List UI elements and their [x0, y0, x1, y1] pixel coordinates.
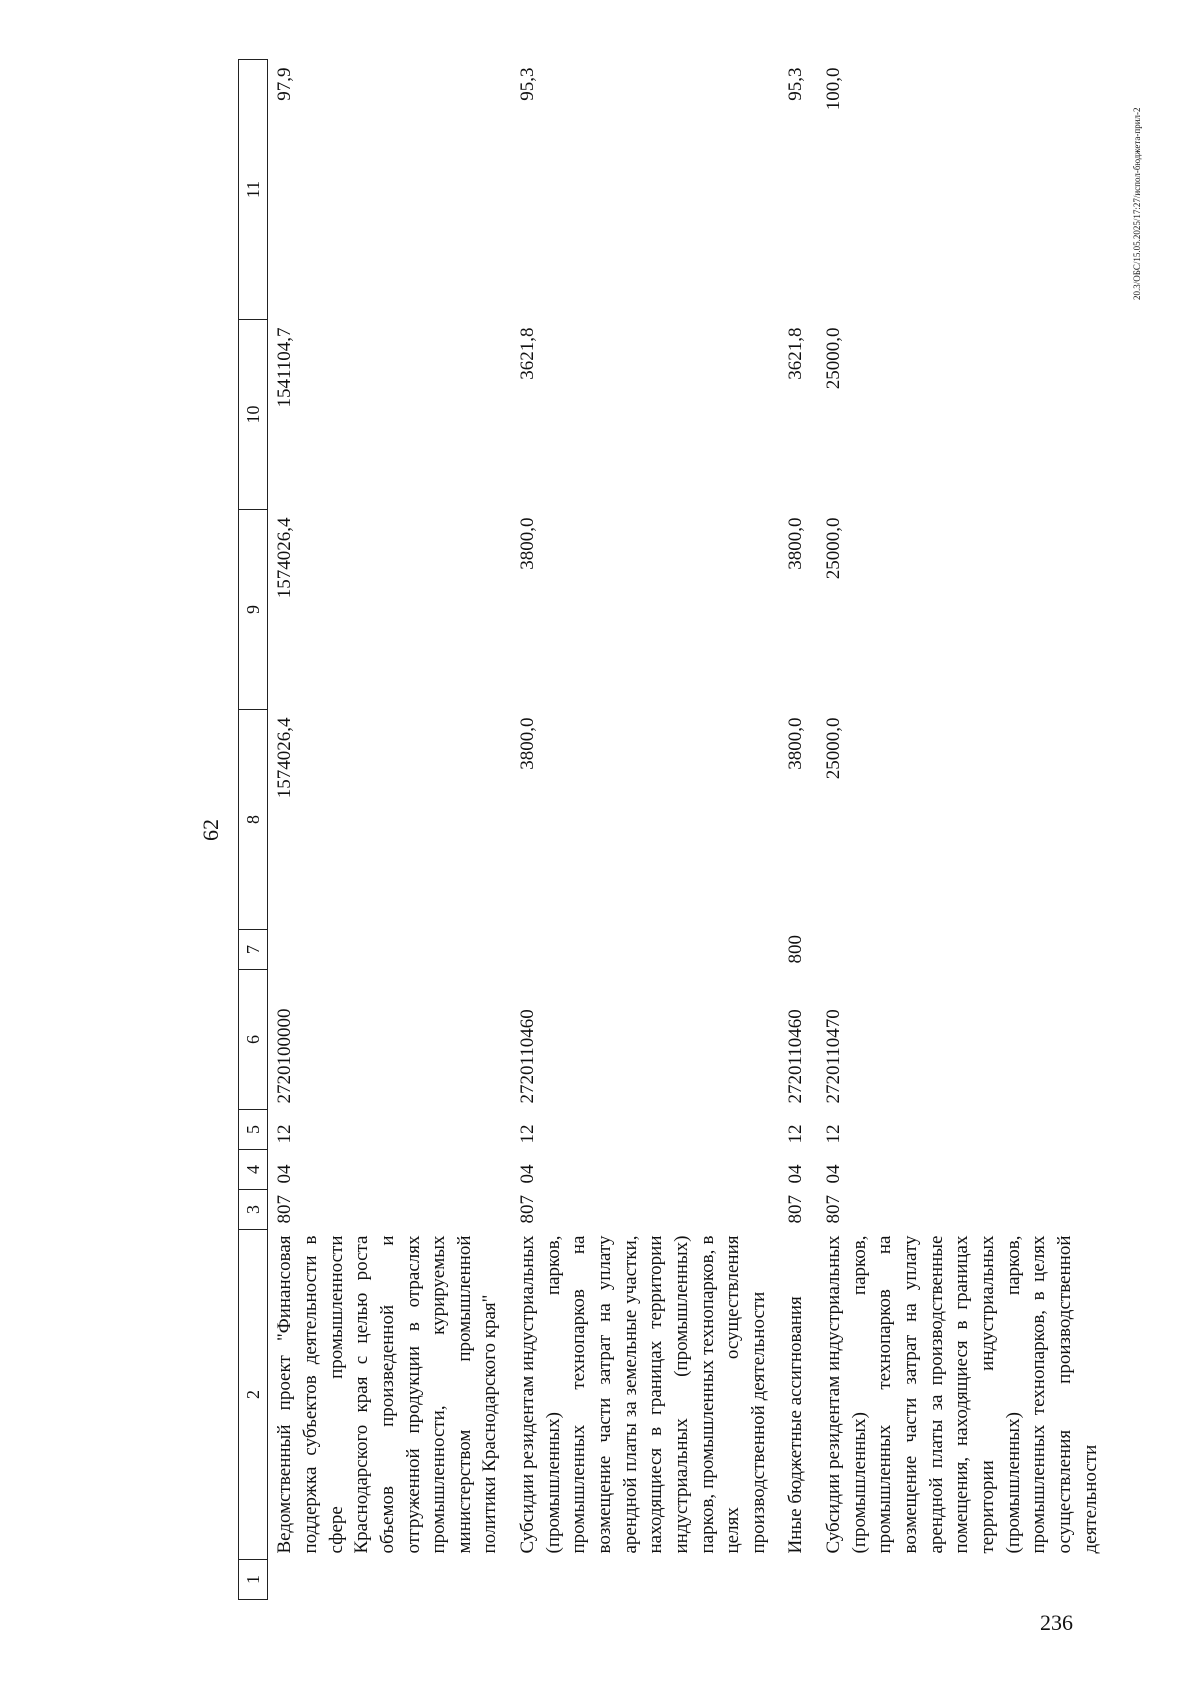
pr-code: 12	[274, 1124, 296, 1144]
row-name: Субсидии резидентам индустриальных (промышленных) парков, промышленных технопарков на возмещение части затрат на уплату арендной платы за производственные помещения, находящиеся в границах территории индустриальных (промышленных) парков, промышленных технопарков, в целях осуществления производственной деятельности	[823, 1235, 1101, 1554]
footer-code: 20.3/ОБС/15.05.2025/17:27/испол-бюджета-прил-2	[1132, 107, 1142, 300]
rz-code: 04	[517, 1164, 539, 1184]
rz-code: 04	[274, 1164, 296, 1184]
csr-code: 2720110470	[823, 1009, 845, 1104]
col10-value: 1541104,7	[274, 327, 296, 408]
col9-value: 3800,0	[785, 517, 807, 570]
ved-code: 807	[785, 1195, 807, 1224]
rz-code: 04	[785, 1164, 807, 1184]
budget-table	[238, 59, 1103, 1600]
vr-code	[515, 930, 771, 970]
vr-code	[268, 930, 503, 970]
vr-code: 800	[785, 935, 807, 964]
col8-value: 3800,0	[785, 717, 807, 770]
row-name: Субсидии резидентам индустриальных (промышленных) парков, промышленных технопарков на возмещение части затрат на уплату арендной платы за земельные участки, находящиеся в границах территории индустриальных (промышленных) парков, промышленных технопарков, в целях осуществления производственной деятельности	[517, 1235, 769, 1554]
ved-code: 807	[274, 1195, 296, 1224]
header-cell: 10	[239, 320, 268, 510]
table-row	[268, 60, 503, 1600]
page-number: 62	[198, 819, 223, 841]
csr-code: 2720110460	[785, 1009, 807, 1104]
row-name: Иные бюджетные ассигнования	[785, 1296, 807, 1554]
col9-value: 3800,0	[517, 517, 539, 570]
col10-value: 25000,0	[823, 327, 845, 390]
header-cell: 7	[239, 930, 268, 970]
ved-code: 807	[517, 1195, 539, 1224]
col10-value: 3621,8	[785, 327, 807, 380]
header-cell: 6	[239, 970, 268, 1110]
header-cell: 11	[239, 60, 268, 320]
sheet-number: 236	[1040, 1610, 1073, 1635]
header-cell: 9	[239, 510, 268, 710]
col8-value: 25000,0	[823, 717, 845, 780]
table-row	[821, 60, 1103, 1600]
table-header-row	[239, 60, 268, 1600]
col11-value: 95,3	[785, 67, 807, 101]
table-row	[783, 60, 809, 1600]
pr-code: 12	[785, 1124, 807, 1144]
header-cell: 3	[239, 1190, 268, 1230]
vr-code	[821, 930, 1103, 970]
row-number	[515, 1560, 771, 1600]
header-cell: 2	[239, 1230, 268, 1560]
csr-code: 2720110460	[517, 1009, 539, 1104]
header-cell: 4	[239, 1150, 268, 1190]
header-cell: 5	[239, 1110, 268, 1150]
row-number	[783, 1560, 809, 1600]
ved-code: 807	[823, 1195, 845, 1224]
col8-value: 3800,0	[517, 717, 539, 770]
col9-value: 25000,0	[823, 517, 845, 580]
row-number	[821, 1560, 1103, 1600]
csr-code: 2720100000	[274, 1008, 296, 1104]
rz-code: 04	[823, 1164, 845, 1184]
header-cell: 1	[239, 1560, 268, 1600]
col11-value: 100,0	[823, 67, 845, 111]
pr-code: 12	[823, 1124, 845, 1144]
row-number	[268, 1560, 503, 1600]
col10-value: 3621,8	[517, 327, 539, 380]
row-name: Ведомственный проект "Финансовая поддержка субъектов деятельности в сфере промышленности Краснодарского края с целью роста объемов произведенной и отгруженной продукции в отраслях промышленности, курируемых министерством промышленной политики Краснодарского края"	[274, 1235, 501, 1554]
col11-value: 95,3	[517, 67, 539, 101]
col9-value: 1574026,4	[274, 517, 296, 599]
col8-value: 1574026,4	[274, 717, 296, 799]
col11-value: 97,9	[274, 67, 296, 101]
table-row	[515, 60, 771, 1600]
pr-code: 12	[517, 1124, 539, 1144]
header-cell: 8	[239, 710, 268, 930]
rotated-page	[160, 60, 1190, 1600]
